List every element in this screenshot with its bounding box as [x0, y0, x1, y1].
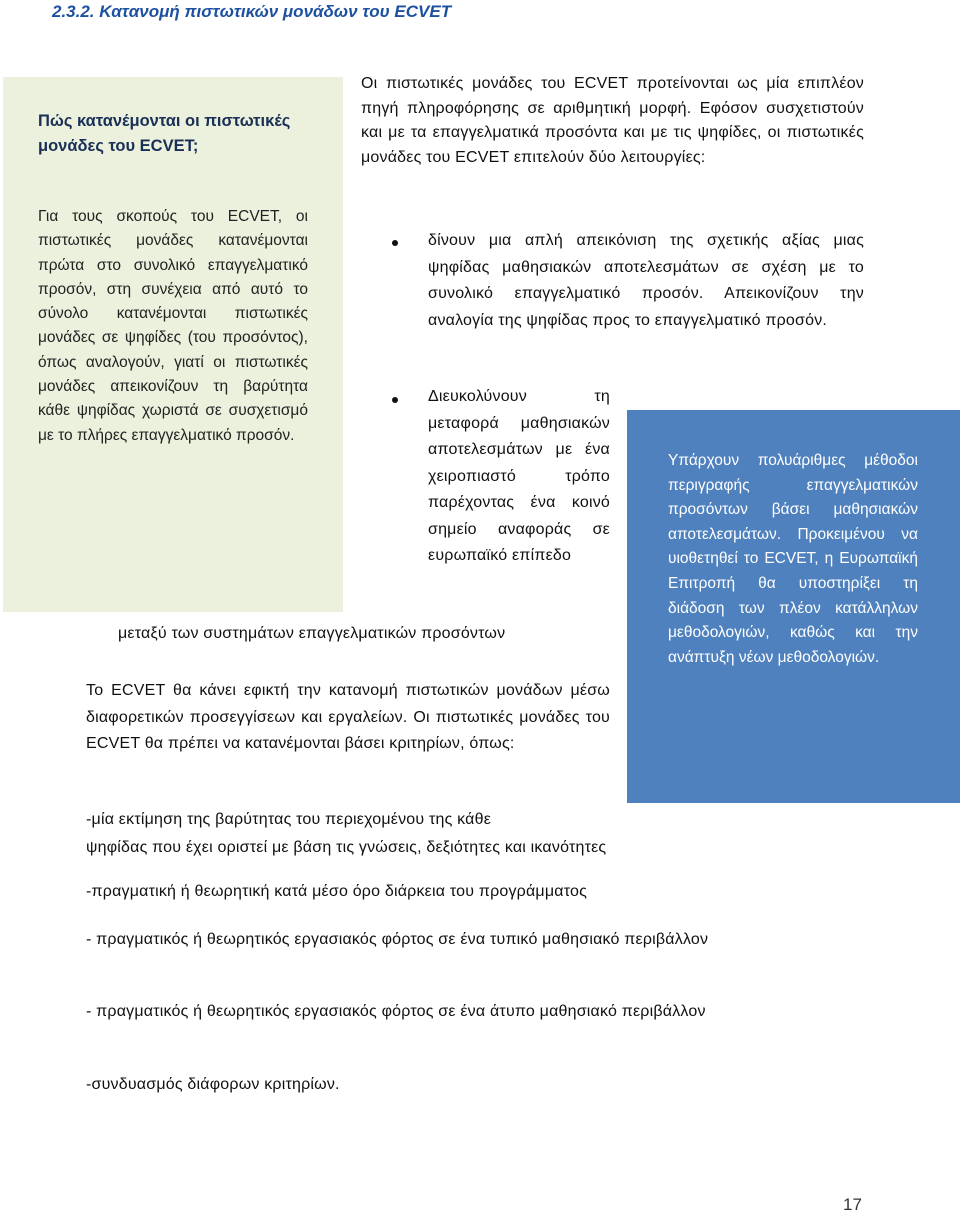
intro-paragraph: Οι πιστωτικές μονάδες του ECVET προτείνονται ως μία επιπλέον πηγή πληροφόρησης σε αριθμητική μορφή. Εφόσον συσχετιστούν και με τα επαγγελματικά προσόντα και με τις ψηφίδες, οι πιστωτικές μονάδες του ECVET επιτελούν δύο λειτουργίες: — [361, 75, 864, 167]
criteria-intro-paragraph: Το ECVET θα κάνει εφικτή την κατανομή πιστωτικών μονάδων μέσω διαφορετικών προσεγγίσεων και εργαλείων. Οι πιστωτικές μονάδες του ECVET θα πρέπει να κατανέμονται βάσει κριτηρίων, όπως: — [86, 682, 610, 752]
criterion-line: ψηφίδας που έχει οριστεί με βάση τις γνώσεις, δεξιότητες και ικανότητες — [86, 839, 607, 856]
criterion-item: - πραγματικός ή θεωρητικός εργασιακός φόρτος σε ένα τυπικό μαθησιακό περιβάλλον — [86, 931, 709, 948]
criterion-item — [86, 806, 864, 862]
page-number: 17 — [843, 1195, 862, 1214]
sidebar-title: Πώς κατανέμονται οι πιστωτικές μονάδες του ECVET; — [38, 112, 291, 155]
section-heading: 2.3.2. Κατανομή πιστωτικών μονάδων του ECVET — [52, 2, 452, 21]
sidebar-text: Για τους σκοπούς του ECVET, οι πιστωτικές μονάδες κατανέμονται πρώτα στο συνολικό επαγγελματικό προσόν, στη συνέχεια από αυτό το σύνολο κατανέμονται πιστωτικές μονάδες σε ψηφίδες (του προσόντος), όπως αναλογούν, γιατί οι πιστωτικές μονάδες απεικονίζουν τη βαρύτητα κάθε ψηφίδας χωριστά σε συσχετισμό με το πλήρες επαγγελματικό προσόν. — [38, 208, 308, 444]
bullet-dot-icon — [392, 397, 398, 403]
criterion-line: -μία εκτίμηση της βαρύτητας του περιεχομένου της κάθε — [86, 811, 492, 828]
bullet-item: Διευκολύνουν τη μεταφορά μαθησιακών αποτελεσμάτων με ένα χειροπιαστό τρόπο παρέχοντας ένα κοινό σημείο αναφοράς σε ευρωπαϊκό επίπεδο — [428, 388, 610, 564]
bullet-dot-icon — [392, 240, 398, 246]
bullet-item: δίνουν μια απλή απεικόνιση της σχετικής αξίας μιας ψηφίδας μαθησιακών αποτελεσμάτων σε σχέση με το συνολικό επαγγελματικό προσόν. Απεικονίζουν την αναλογία της ψηφίδας προς το επαγγελματικό προσόν. — [428, 232, 864, 329]
callout-text: Υπάρχουν πολυάριθμες μέθοδοι περιγραφής επαγγελματικών προσόντων βάσει μαθησιακών αποτελεσμάτων. Προκειμένου να υιοθετηθεί το ECVET, η Ευρωπαϊκή Επιτροπή θα υποστηρίξει τη διάδοση των πλέον κατάλληλων μεθοδολογιών, καθώς και την ανάπτυξη νέων μεθοδολογιών. — [668, 452, 918, 666]
criterion-item: -πραγματική ή θεωρητική κατά μέσο όρο διάρκεια του προγράμματος — [86, 883, 588, 900]
criterion-item: -συνδυασμός διάφορων κριτηρίων. — [86, 1076, 340, 1093]
bullet-item-continuation: μεταξύ των συστημάτων επαγγελματικών προσόντων — [118, 625, 506, 642]
criterion-item: - πραγματικός ή θεωρητικός εργασιακός φόρτος σε ένα άτυπο μαθησιακό περιβάλλον — [86, 1003, 706, 1020]
